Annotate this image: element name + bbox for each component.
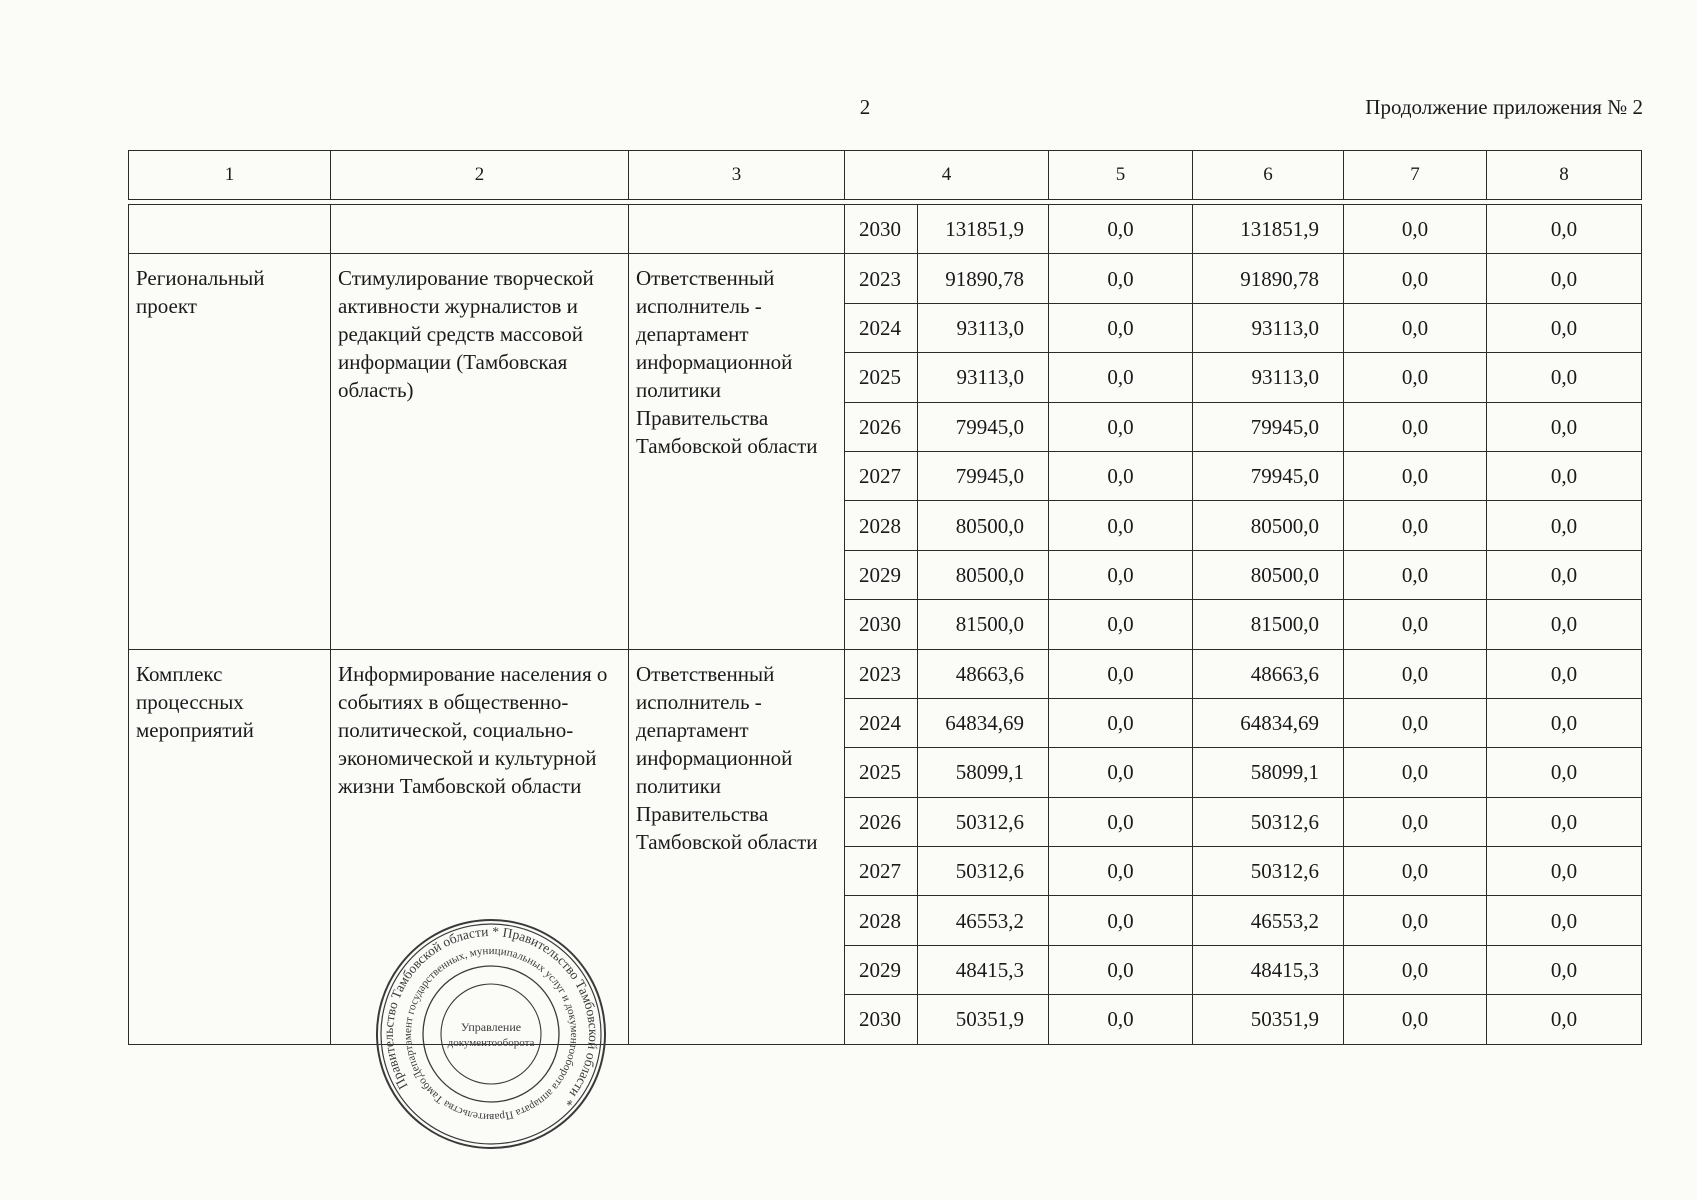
value-cell-8: 0,0 (1487, 451, 1642, 500)
value-cell-6: 131851,9 (1193, 205, 1344, 254)
group-name-cell: Информирование населения о событиях в общественно-политической, социально-экономической и культурной жизни Тамбовской области (331, 649, 629, 1044)
value-cell-4: 50312,6 (918, 797, 1049, 846)
value-cell-6: 48415,3 (1193, 945, 1344, 994)
value-cell-5: 0,0 (1049, 600, 1193, 649)
value-cell-7: 0,0 (1344, 451, 1487, 500)
value-cell-7: 0,0 (1344, 847, 1487, 896)
table-row (129, 254, 1642, 303)
official-seal (372, 915, 610, 1153)
svg-text:Правительство Тамбовской облас: Правительство Тамбовской области * Правительство Тамбовской области * (380, 923, 602, 1110)
value-cell-5: 0,0 (1049, 945, 1193, 994)
value-cell-6: 80500,0 (1193, 501, 1344, 550)
header-cell-6: 6 (1193, 151, 1344, 200)
value-cell-5: 0,0 (1049, 847, 1193, 896)
value-cell-4: 91890,78 (918, 254, 1049, 303)
value-cell-4: 131851,9 (918, 205, 1049, 254)
value-cell-5: 0,0 (1049, 451, 1193, 500)
group-name-cell: Стимулирование творческой активности журналистов и редакций средств массовой информации (Тамбовская область) (331, 254, 629, 649)
year-cell: 2029 (845, 945, 918, 994)
value-cell-6: 93113,0 (1193, 303, 1344, 352)
year-cell: 2029 (845, 550, 918, 599)
value-cell-7: 0,0 (1344, 550, 1487, 599)
value-cell-7: 0,0 (1344, 501, 1487, 550)
value-cell-4: 46553,2 (918, 896, 1049, 945)
svg-text:Управление: Управление (460, 1020, 522, 1034)
value-cell-4: 93113,0 (918, 303, 1049, 352)
value-cell-8: 0,0 (1487, 205, 1642, 254)
value-cell-6: 50312,6 (1193, 847, 1344, 896)
value-cell-5: 0,0 (1049, 254, 1193, 303)
value-cell-8: 0,0 (1487, 303, 1642, 352)
value-cell-6: 46553,2 (1193, 896, 1344, 945)
header-cell-2: 2 (331, 151, 629, 200)
year-cell: 2028 (845, 501, 918, 550)
value-cell-8: 0,0 (1487, 649, 1642, 698)
value-cell-8: 0,0 (1487, 254, 1642, 303)
header-cell-7: 7 (1344, 151, 1487, 200)
header-cell-8: 8 (1487, 151, 1642, 200)
year-cell: 2024 (845, 303, 918, 352)
year-cell: 2027 (845, 847, 918, 896)
year-cell: 2023 (845, 254, 918, 303)
value-cell-7: 0,0 (1344, 896, 1487, 945)
value-cell-5: 0,0 (1049, 995, 1193, 1044)
budget-table (128, 150, 1642, 1045)
value-cell-6: 80500,0 (1193, 550, 1344, 599)
value-cell-7: 0,0 (1344, 649, 1487, 698)
value-cell-6: 50351,9 (1193, 995, 1344, 1044)
year-cell: 2023 (845, 649, 918, 698)
value-cell-4: 48663,6 (918, 649, 1049, 698)
value-cell-8: 0,0 (1487, 945, 1642, 994)
value-cell-7: 0,0 (1344, 698, 1487, 747)
value-cell-8: 0,0 (1487, 995, 1642, 1044)
value-cell-4: 64834,69 (918, 698, 1049, 747)
table-row (129, 649, 1642, 698)
value-cell-8: 0,0 (1487, 550, 1642, 599)
value-cell-4: 79945,0 (918, 402, 1049, 451)
value-cell-7: 0,0 (1344, 205, 1487, 254)
header-cell-4: 4 (845, 151, 1049, 200)
page-heading: Продолжение приложения № 2 (1365, 95, 1643, 119)
value-cell-6: 50312,6 (1193, 797, 1344, 846)
value-cell-6: 64834,69 (1193, 698, 1344, 747)
table-row (129, 205, 1642, 254)
value-cell-8: 0,0 (1487, 896, 1642, 945)
value-cell-5: 0,0 (1049, 649, 1193, 698)
value-cell-7: 0,0 (1344, 945, 1487, 994)
value-cell-6: 79945,0 (1193, 402, 1344, 451)
value-cell-4: 48415,3 (918, 945, 1049, 994)
svg-text:Департамент государственных, м: Департамент государственных, муниципальных услуг и документооборота аппарата Правительства Тамбовской (401, 944, 581, 1124)
value-cell-7: 0,0 (1344, 353, 1487, 402)
value-cell-7: 0,0 (1344, 303, 1487, 352)
value-cell-6: 93113,0 (1193, 353, 1344, 402)
value-cell-6: 79945,0 (1193, 451, 1344, 500)
value-cell-5: 0,0 (1049, 303, 1193, 352)
year-cell: 2026 (845, 402, 918, 451)
value-cell-8: 0,0 (1487, 797, 1642, 846)
header-cell-3: 3 (629, 151, 845, 200)
value-cell-8: 0,0 (1487, 847, 1642, 896)
value-cell-4: 50351,9 (918, 995, 1049, 1044)
value-cell-8: 0,0 (1487, 748, 1642, 797)
value-cell-5: 0,0 (1049, 896, 1193, 945)
group-executor-cell: Ответственный исполнитель - департамент информационной политики Правительства Тамбовской области (629, 649, 845, 1044)
value-cell-5: 0,0 (1049, 797, 1193, 846)
value-cell-7: 0,0 (1344, 797, 1487, 846)
value-cell-5: 0,0 (1049, 205, 1193, 254)
group-type-cell: Комплекс процессных мероприятий (129, 649, 331, 1044)
value-cell-4: 93113,0 (918, 353, 1049, 402)
page-number: 2 (859, 95, 871, 119)
group-type-cell: Региональный проект (129, 254, 331, 649)
value-cell-8: 0,0 (1487, 600, 1642, 649)
year-cell: 2025 (845, 353, 918, 402)
year-cell: 2027 (845, 451, 918, 500)
value-cell-4: 58099,1 (918, 748, 1049, 797)
header-cell-1: 1 (129, 151, 331, 200)
value-cell-8: 0,0 (1487, 353, 1642, 402)
svg-text:документооборота: документооборота (447, 1037, 535, 1049)
year-cell: 2026 (845, 797, 918, 846)
value-cell-5: 0,0 (1049, 748, 1193, 797)
value-cell-6: 81500,0 (1193, 600, 1344, 649)
year-cell: 2024 (845, 698, 918, 747)
value-cell-4: 80500,0 (918, 550, 1049, 599)
value-cell-5: 0,0 (1049, 402, 1193, 451)
year-cell: 2028 (845, 896, 918, 945)
value-cell-4: 50312,6 (918, 847, 1049, 896)
value-cell-5: 0,0 (1049, 550, 1193, 599)
value-cell-8: 0,0 (1487, 501, 1642, 550)
header-cell-5: 5 (1049, 151, 1193, 200)
year-cell: 2025 (845, 748, 918, 797)
value-cell-8: 0,0 (1487, 402, 1642, 451)
value-cell-6: 48663,6 (1193, 649, 1344, 698)
value-cell-7: 0,0 (1344, 600, 1487, 649)
group-executor-cell: Ответственный исполнитель - департамент информационной политики Правительства Тамбовской области (629, 254, 845, 649)
value-cell-6: 91890,78 (1193, 254, 1344, 303)
year-cell: 2030 (845, 600, 918, 649)
year-cell: 2030 (845, 205, 918, 254)
value-cell-4: 81500,0 (918, 600, 1049, 649)
value-cell-7: 0,0 (1344, 748, 1487, 797)
value-cell-7: 0,0 (1344, 254, 1487, 303)
year-cell: 2030 (845, 995, 918, 1044)
value-cell-4: 80500,0 (918, 501, 1049, 550)
value-cell-7: 0,0 (1344, 995, 1487, 1044)
value-cell-5: 0,0 (1049, 698, 1193, 747)
value-cell-5: 0,0 (1049, 501, 1193, 550)
value-cell-6: 58099,1 (1193, 748, 1344, 797)
value-cell-4: 79945,0 (918, 451, 1049, 500)
value-cell-7: 0,0 (1344, 402, 1487, 451)
value-cell-8: 0,0 (1487, 698, 1642, 747)
header-row (129, 151, 1642, 200)
value-cell-5: 0,0 (1049, 353, 1193, 402)
